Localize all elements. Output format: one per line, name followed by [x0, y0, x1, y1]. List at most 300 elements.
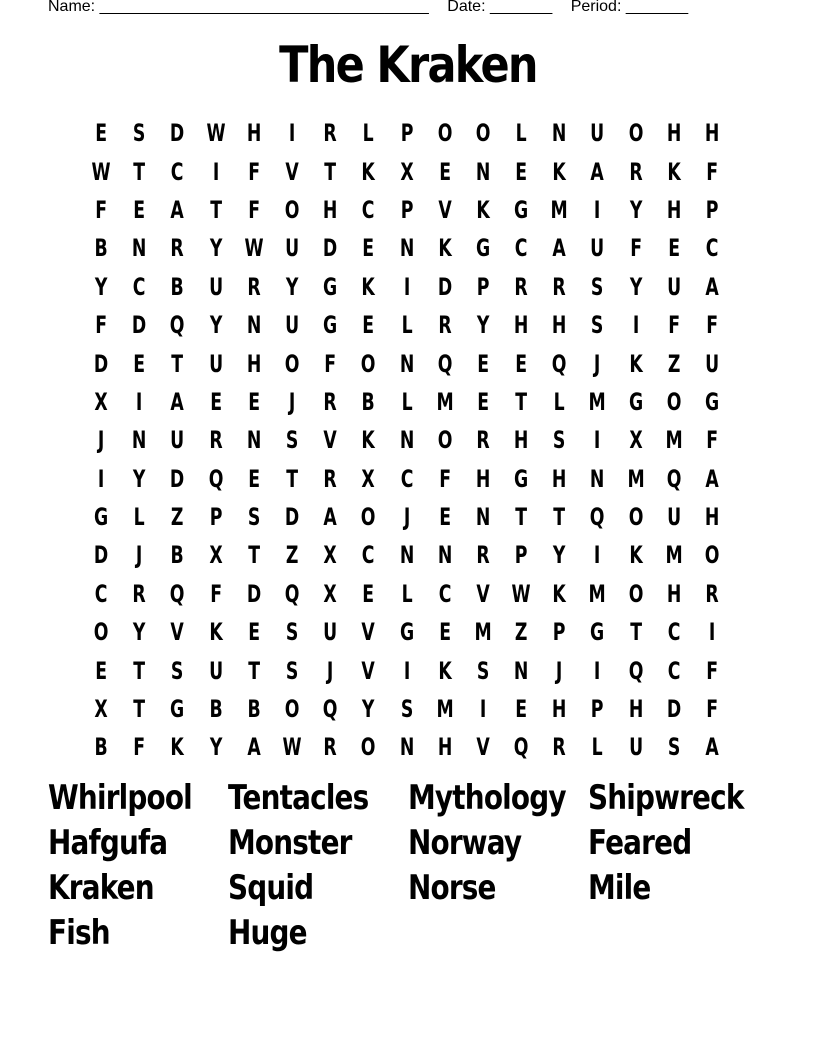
grid-letter: I: [594, 195, 601, 224]
word-bank-item: Mythology: [408, 778, 566, 818]
grid-letter: D: [284, 503, 300, 532]
grid-letter: T: [629, 618, 642, 647]
grid-letter: E: [95, 656, 107, 685]
grid-letter: Q: [590, 503, 605, 532]
grid-letter: U: [285, 234, 300, 263]
word-bank-item: Shipwreck: [588, 778, 744, 818]
grid-letter: T: [247, 541, 260, 570]
grid-letter: A: [705, 272, 719, 301]
grid-letter: E: [247, 387, 260, 416]
grid-letter: C: [94, 579, 108, 608]
grid-letter: A: [705, 733, 719, 762]
grid-letter: H: [704, 503, 720, 532]
grid-letter: U: [208, 349, 223, 378]
grid-letter: M: [474, 618, 492, 647]
grid-letter: Z: [171, 503, 184, 532]
grid-letter: H: [475, 464, 491, 493]
grid-letter: U: [285, 311, 300, 340]
grid-letter: K: [629, 541, 643, 570]
grid-letter: T: [324, 157, 337, 186]
grid-letter: U: [666, 272, 681, 301]
grid-letter: O: [704, 541, 720, 570]
grid-letter: U: [705, 349, 720, 378]
grid-letter: V: [476, 733, 490, 762]
grid-letter: G: [323, 272, 338, 301]
grid-letter: Y: [553, 541, 566, 570]
grid-letter: P: [553, 618, 566, 647]
grid-letter: H: [513, 311, 529, 340]
word-bank-item: Hafgufa: [48, 823, 168, 863]
grid-letter: P: [514, 541, 528, 570]
grid-row: [82, 114, 731, 152]
grid-letter: B: [361, 387, 375, 416]
grid-letter: B: [209, 695, 223, 724]
grid-letter: T: [286, 464, 298, 493]
grid-letter: E: [668, 234, 680, 263]
grid-letter: Y: [285, 272, 299, 301]
grid-letter: O: [628, 503, 644, 532]
grid-row: [82, 383, 731, 421]
grid-letter: M: [436, 695, 454, 724]
word-bank-item: Kraken: [48, 868, 154, 908]
grid-letter: R: [323, 387, 337, 416]
grid-letter: U: [628, 733, 643, 762]
grid-letter: Q: [513, 733, 529, 762]
grid-letter: J: [288, 387, 296, 416]
grid-letter: K: [361, 426, 376, 455]
grid-letter: T: [133, 157, 146, 186]
grid-letter: H: [628, 695, 643, 724]
grid-letter: H: [666, 579, 682, 608]
grid-letter: Y: [629, 195, 642, 224]
grid-letter: Z: [285, 541, 299, 570]
grid-letter: V: [438, 195, 452, 224]
grid-letter: G: [590, 618, 605, 647]
grid-letter: J: [594, 349, 601, 378]
grid-letter: L: [592, 733, 604, 762]
grid-letter: Y: [629, 272, 642, 301]
word-bank-item: Norse: [408, 868, 496, 908]
grid-letter: I: [594, 541, 601, 570]
grid-letter: R: [247, 272, 261, 301]
grid-letter: X: [323, 579, 337, 608]
grid-letter: F: [247, 195, 260, 224]
grid-letter: Y: [362, 695, 375, 724]
grid-letter: O: [475, 119, 491, 148]
grid-letter: G: [323, 311, 338, 340]
page-title: The Kraken: [279, 36, 537, 94]
grid-letter: E: [362, 311, 375, 340]
word-bank: [48, 778, 788, 954]
grid-letter: F: [95, 195, 107, 224]
grid-letter: N: [399, 349, 414, 378]
grid-letter: Q: [284, 579, 300, 608]
grid-letter: I: [97, 464, 105, 493]
grid-letter: X: [629, 426, 643, 455]
grid-letter: W: [282, 733, 302, 762]
grid-letter: E: [209, 387, 222, 416]
word-bank-item: Monster: [228, 823, 352, 863]
grid-letter: R: [476, 541, 490, 570]
grid-letter: N: [437, 541, 453, 570]
grid-letter: C: [705, 234, 719, 263]
grid-letter: I: [403, 272, 410, 301]
grid-letter: N: [246, 311, 262, 340]
grid-letter: H: [552, 695, 567, 724]
grid-letter: Y: [209, 733, 222, 762]
grid-letter: A: [590, 157, 605, 186]
grid-letter: H: [666, 119, 682, 148]
grid-letter: D: [323, 234, 338, 263]
grid-letter: N: [399, 426, 414, 455]
grid-letter: Y: [476, 311, 490, 340]
grid-letter: M: [627, 464, 645, 493]
grid-letter: V: [476, 579, 490, 608]
grid-letter: K: [552, 579, 567, 608]
grid-letter: A: [552, 234, 567, 263]
grid-letter: R: [552, 733, 566, 762]
grid-letter: P: [400, 195, 413, 224]
grid-letter: O: [628, 579, 644, 608]
grid-letter: K: [208, 618, 223, 647]
grid-letter: S: [591, 311, 604, 340]
grid-letter: R: [208, 426, 223, 455]
grid-letter: H: [322, 195, 338, 224]
grid-letter: V: [323, 426, 337, 455]
grid-letter: H: [246, 119, 262, 148]
grid-letter: Z: [514, 618, 528, 647]
grid-row: [82, 306, 731, 344]
grid-letter: E: [515, 695, 528, 724]
grid-letter: X: [323, 541, 337, 570]
grid-letter: I: [288, 119, 296, 148]
grid-letter: N: [246, 426, 262, 455]
grid-letter: U: [590, 234, 605, 263]
grid-letter: O: [361, 503, 376, 532]
grid-letter: I: [479, 695, 487, 724]
grid-letter: I: [708, 618, 716, 647]
grid-letter: I: [403, 656, 410, 685]
grid-letter: X: [94, 387, 108, 416]
grid-letter: L: [553, 387, 565, 416]
grid-letter: U: [666, 503, 681, 532]
grid-letter: A: [247, 733, 261, 762]
grid-row: [82, 421, 731, 459]
date-field-label: Date: _______: [447, 0, 553, 15]
grid-letter: E: [95, 119, 107, 148]
grid-letter: A: [170, 387, 185, 416]
grid-letter: B: [94, 733, 108, 762]
grid-letter: J: [327, 656, 334, 685]
grid-letter: J: [97, 426, 105, 455]
grid-letter: T: [515, 503, 528, 532]
grid-letter: K: [476, 195, 490, 224]
grid-letter: I: [632, 311, 639, 340]
grid-row: [82, 229, 731, 267]
grid-letter: N: [475, 503, 491, 532]
grid-letter: G: [475, 234, 491, 263]
grid-letter: I: [594, 656, 601, 685]
grid-letter: L: [515, 119, 527, 148]
grid-letter: R: [323, 119, 337, 148]
grid-letter: T: [553, 503, 566, 532]
word-bank-item: Squid: [228, 868, 314, 908]
grid-letter: T: [133, 656, 146, 685]
grid-letter: S: [400, 695, 413, 724]
grid-letter: T: [515, 387, 528, 416]
grid-letter: H: [437, 733, 453, 762]
grid-letter: A: [170, 195, 185, 224]
grid-letter: T: [209, 195, 222, 224]
grid-letter: P: [591, 695, 604, 724]
grid-letter: R: [705, 579, 719, 608]
word-bank-item: Feared: [588, 823, 692, 863]
grid-letter: E: [133, 195, 146, 224]
grid-letter: U: [590, 119, 605, 148]
grid-letter: H: [513, 426, 529, 455]
grid-letter: F: [629, 234, 642, 263]
grid-letter: N: [132, 426, 147, 455]
grid-letter: W: [91, 157, 111, 186]
grid-letter: N: [552, 119, 567, 148]
word-bank-item: Fish: [48, 913, 110, 953]
grid-letter: Y: [133, 618, 146, 647]
grid-letter: R: [476, 426, 490, 455]
grid-letter: R: [438, 311, 452, 340]
grid-letter: U: [170, 426, 185, 455]
grid-letter: I: [594, 426, 601, 455]
grid-letter: J: [136, 541, 143, 570]
grid-letter: O: [93, 618, 109, 647]
grid-letter: R: [132, 579, 146, 608]
grid-letter: F: [95, 311, 107, 340]
grid-letter: Z: [667, 349, 681, 378]
grid-letter: C: [400, 464, 413, 493]
header-fields: [48, 0, 702, 16]
grid-letter: K: [667, 157, 681, 186]
grid-letter: O: [666, 387, 682, 416]
grid-letter: V: [285, 157, 299, 186]
grid-letter: P: [400, 119, 413, 148]
grid-letter: F: [247, 157, 260, 186]
grid-letter: Q: [628, 656, 644, 685]
grid-letter: O: [628, 119, 644, 148]
grid-letter: R: [170, 234, 185, 263]
grid-row: [82, 690, 731, 728]
grid-letter: S: [285, 618, 299, 647]
grid-letter: M: [436, 387, 454, 416]
grid-letter: D: [246, 579, 262, 608]
grid-letter: E: [438, 503, 451, 532]
grid-letter: Q: [170, 311, 185, 340]
grid-letter: X: [208, 541, 223, 570]
grid-letter: G: [514, 464, 529, 493]
grid-letter: D: [132, 311, 147, 340]
grid-letter: K: [361, 157, 376, 186]
grid-letter: L: [133, 503, 145, 532]
grid-letter: X: [361, 464, 376, 493]
grid-letter: G: [93, 503, 109, 532]
grid-letter: R: [514, 272, 528, 301]
grid-letter: M: [665, 426, 683, 455]
grid-letter: H: [246, 349, 262, 378]
grid-letter: T: [133, 695, 146, 724]
grid-letter: L: [401, 311, 413, 340]
grid-letter: F: [706, 311, 718, 340]
grid-row: [82, 152, 731, 190]
grid-letter: O: [361, 349, 376, 378]
grid-letter: W: [511, 579, 531, 608]
grid-letter: K: [438, 656, 452, 685]
grid-letter: R: [323, 464, 337, 493]
grid-letter: F: [706, 426, 718, 455]
grid-letter: Q: [170, 579, 185, 608]
grid-letter: F: [438, 464, 451, 493]
grid-letter: U: [208, 272, 223, 301]
grid-letter: G: [170, 695, 185, 724]
grid-letter: O: [284, 195, 300, 224]
grid-letter: E: [477, 387, 489, 416]
grid-letter: B: [170, 272, 185, 301]
grid-letter: D: [170, 119, 185, 148]
grid-letter: Q: [551, 349, 567, 378]
grid-letter: D: [666, 695, 682, 724]
grid-letter: C: [132, 272, 146, 301]
grid-letter: Q: [666, 464, 682, 493]
grid-letter: E: [515, 157, 528, 186]
grid-row: [82, 268, 731, 306]
grid-letter: U: [208, 656, 223, 685]
grid-letter: C: [171, 157, 184, 186]
grid-letter: B: [94, 234, 108, 263]
word-bank-item: Tentacles: [228, 778, 369, 818]
grid-letter: N: [590, 464, 605, 493]
grid-letter: E: [362, 579, 375, 608]
word-bank-item: Huge: [228, 913, 307, 953]
grid-letter: X: [94, 695, 108, 724]
grid-letter: L: [401, 579, 413, 608]
grid-letter: N: [132, 234, 147, 263]
grid-letter: A: [323, 503, 337, 532]
grid-letter: R: [323, 733, 337, 762]
grid-letter: V: [361, 656, 376, 685]
grid-letter: P: [705, 195, 719, 224]
grid-letter: E: [362, 234, 375, 263]
grid-letter: K: [552, 157, 567, 186]
grid-letter: M: [550, 195, 568, 224]
grid-letter: Q: [437, 349, 453, 378]
letter-grid: [82, 114, 731, 767]
word-bank-item: Mile: [588, 868, 651, 908]
grid-letter: F: [668, 311, 680, 340]
grid-letter: E: [247, 618, 260, 647]
grid-letter: R: [629, 157, 643, 186]
grid-letter: E: [477, 349, 489, 378]
grid-letter: J: [403, 503, 410, 532]
grid-letter: J: [556, 656, 563, 685]
grid-letter: Y: [133, 464, 146, 493]
grid-row: [82, 651, 731, 689]
grid-letter: O: [437, 119, 453, 148]
grid-row: [82, 613, 731, 651]
grid-letter: C: [667, 618, 681, 647]
grid-letter: S: [667, 733, 681, 762]
grid-letter: E: [438, 157, 451, 186]
grid-letter: F: [706, 695, 718, 724]
grid-row: [82, 536, 731, 574]
grid-row: [82, 460, 731, 498]
grid-letter: N: [399, 733, 414, 762]
grid-letter: Y: [94, 272, 108, 301]
grid-letter: D: [93, 541, 109, 570]
grid-letter: Q: [208, 464, 224, 493]
grid-letter: M: [588, 579, 607, 608]
grid-letter: S: [476, 656, 490, 685]
grid-letter: D: [437, 272, 452, 301]
grid-letter: C: [438, 579, 452, 608]
grid-letter: G: [704, 387, 720, 416]
grid-letter: S: [591, 272, 604, 301]
grid-letter: I: [136, 387, 143, 416]
grid-letter: B: [170, 541, 185, 570]
grid-letter: W: [206, 119, 226, 148]
grid-letter: F: [706, 157, 718, 186]
grid-letter: K: [361, 272, 376, 301]
grid-letter: S: [171, 656, 184, 685]
grid-letter: H: [552, 464, 567, 493]
grid-row: [82, 498, 731, 536]
grid-letter: K: [629, 349, 643, 378]
grid-letter: M: [588, 387, 607, 416]
grid-letter: C: [362, 541, 375, 570]
grid-letter: Q: [322, 695, 338, 724]
grid-letter: K: [438, 234, 452, 263]
grid-letter: N: [513, 656, 529, 685]
grid-row: [82, 728, 731, 766]
grid-letter: N: [399, 541, 414, 570]
grid-letter: H: [704, 119, 720, 148]
grid-letter: F: [209, 579, 222, 608]
grid-letter: T: [171, 349, 184, 378]
grid-letter: F: [133, 733, 146, 762]
grid-letter: P: [209, 503, 222, 532]
grid-letter: I: [212, 157, 219, 186]
grid-letter: D: [93, 349, 109, 378]
name-field-label: Name: _____________________________________: [48, 0, 429, 15]
grid-letter: G: [399, 618, 414, 647]
word-bank-item: Norway: [408, 823, 522, 863]
grid-letter: V: [361, 618, 376, 647]
grid-letter: V: [170, 618, 185, 647]
grid-letter: S: [285, 426, 299, 455]
grid-letter: M: [665, 541, 683, 570]
grid-row: [82, 344, 731, 382]
grid-letter: E: [438, 618, 451, 647]
grid-letter: G: [628, 387, 643, 416]
grid-letter: A: [705, 464, 719, 493]
grid-letter: O: [284, 349, 300, 378]
grid-letter: R: [552, 272, 566, 301]
grid-letter: P: [476, 272, 490, 301]
grid-letter: O: [361, 733, 376, 762]
grid-letter: N: [475, 157, 491, 186]
grid-letter: O: [437, 426, 453, 455]
grid-letter: D: [170, 464, 185, 493]
grid-letter: K: [170, 733, 185, 762]
word-bank-item: Whirlpool: [48, 778, 192, 818]
grid-letter: B: [247, 695, 261, 724]
grid-letter: C: [667, 656, 681, 685]
